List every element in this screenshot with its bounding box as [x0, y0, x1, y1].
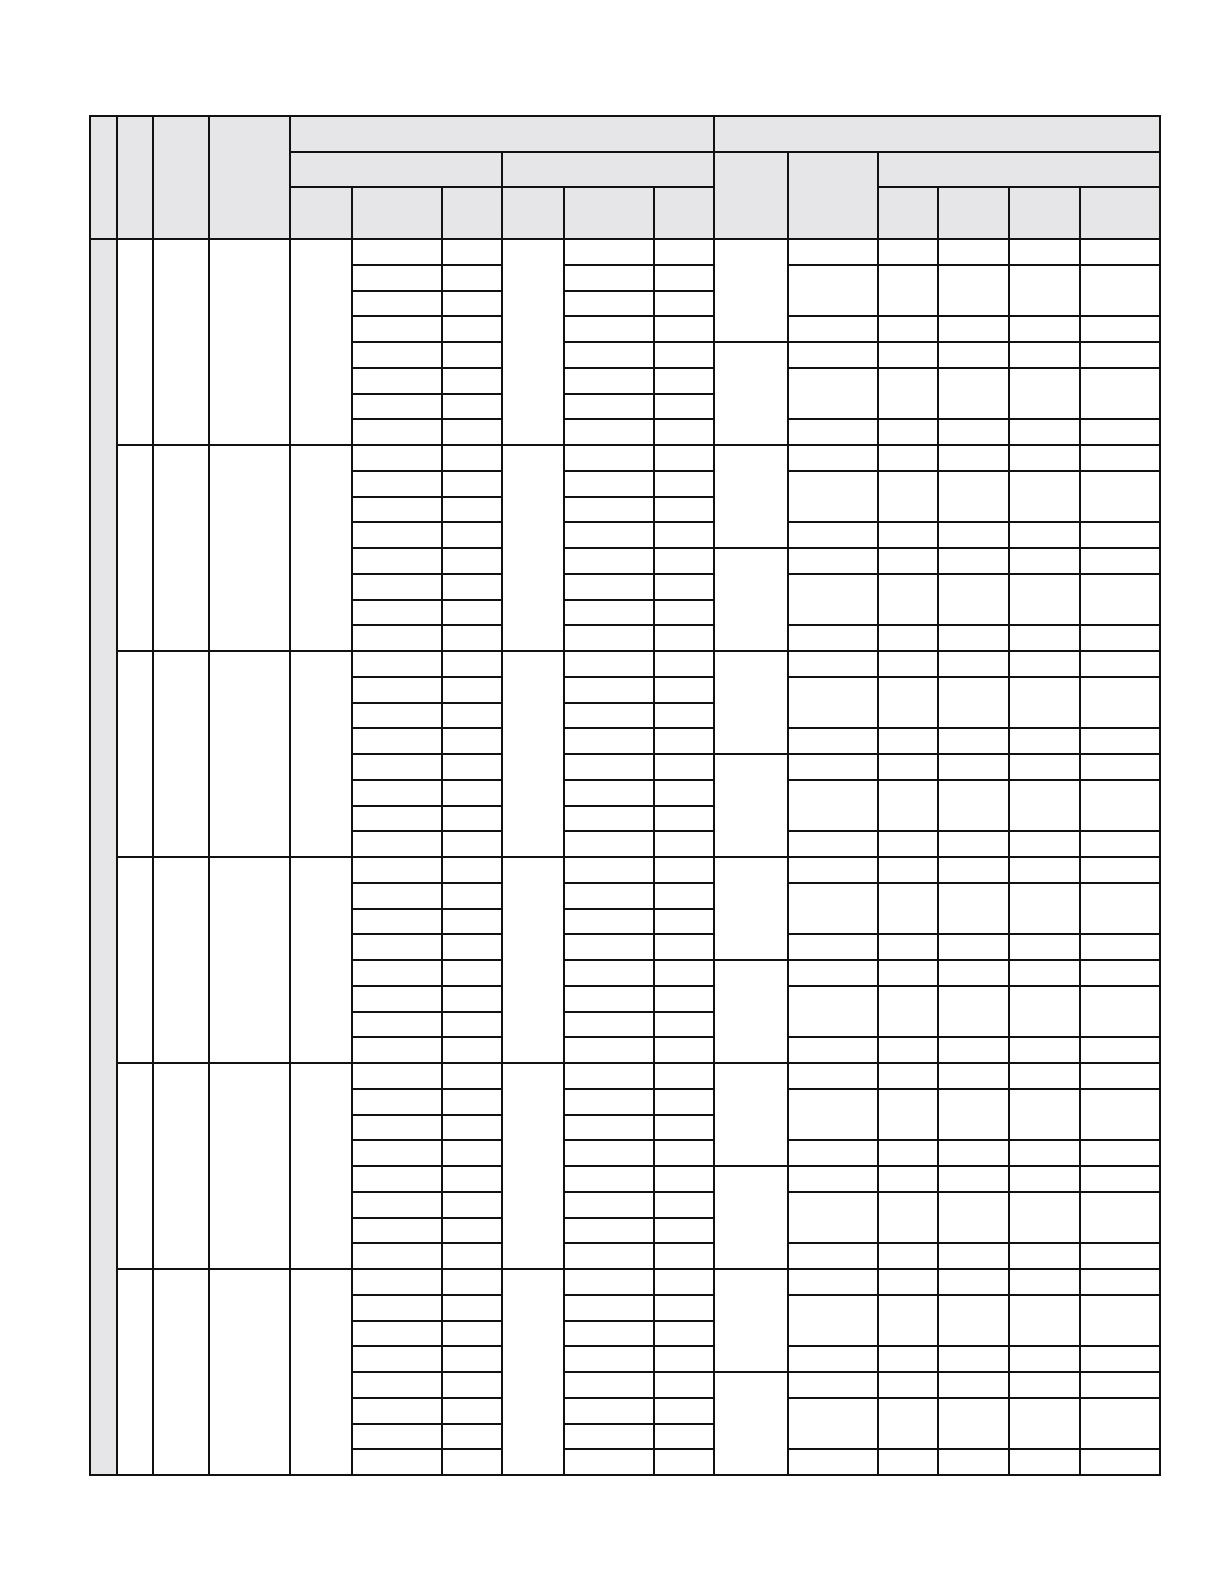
table-outer-frame — [89, 115, 1161, 1476]
